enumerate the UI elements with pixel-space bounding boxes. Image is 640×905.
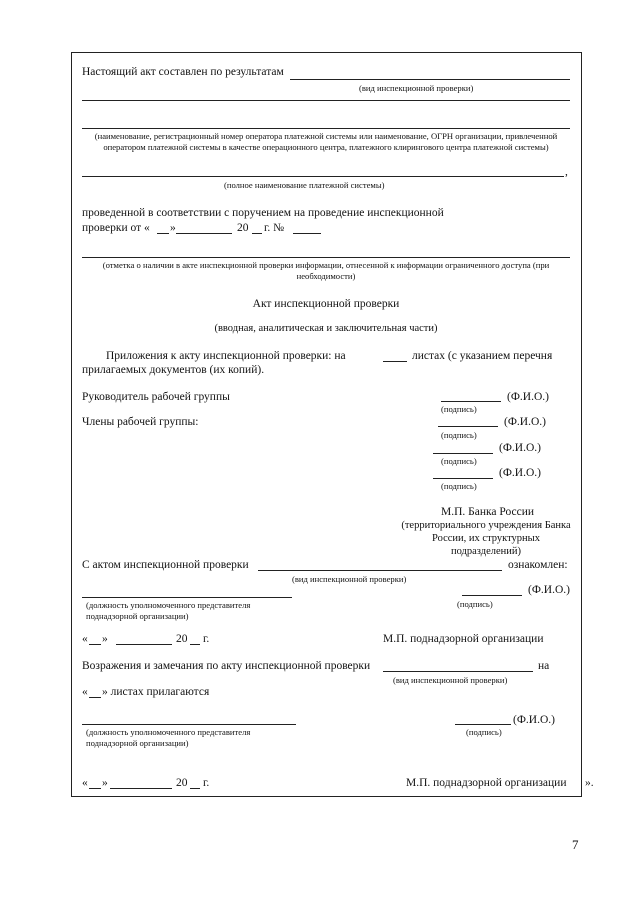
acquaint-date-open: « [82, 633, 88, 645]
objections-year: 20 [176, 777, 188, 789]
number-blank [293, 233, 321, 234]
acquaint-year-blank [190, 644, 200, 645]
objections-year-blank [190, 788, 200, 789]
acquaint-sign-line [462, 595, 522, 596]
member2-podpis: (подпись) [441, 456, 477, 466]
member3-sign-line [433, 478, 493, 479]
objections-sign-line [455, 724, 511, 725]
objections-sheets-open: « [82, 686, 88, 698]
objections-fio: (Ф.И.О.) [513, 714, 555, 726]
objections-year-suffix: г. [203, 777, 210, 789]
member1-fio: (Ф.И.О.) [504, 416, 546, 428]
acquaint-position-line [82, 597, 292, 598]
closing-quote: ». [585, 777, 594, 789]
acquaint-month-blank [116, 644, 172, 645]
acquaint-podpis: (подпись) [457, 599, 493, 609]
year-blank [252, 233, 262, 234]
member2-fio: (Ф.И.О.) [499, 442, 541, 454]
objections-sheets-blank [89, 697, 101, 698]
head-podpis: (подпись) [441, 404, 477, 414]
act-prefix: Настоящий акт составлен по результатам [82, 66, 284, 78]
member3-fio: (Ф.И.О.) [499, 467, 541, 479]
acquaint-prefix: С актом инспекционной проверки [82, 559, 249, 571]
objections-position-line [82, 724, 296, 725]
objections-day-blank [89, 788, 101, 789]
comma: , [565, 166, 568, 178]
members-label: Члены рабочей группы: [82, 416, 199, 428]
member1-podpis: (подпись) [441, 430, 477, 440]
appendix-text-c: прилагаемых документов (их копий). [82, 364, 265, 376]
conducted-date-prefix: проверки от « [82, 222, 150, 234]
acquaint-year: 20 [176, 633, 188, 645]
sheets-blank [383, 361, 407, 362]
objections-month-blank [110, 788, 172, 789]
objections-prefix: Возражения и замечания по акту инспекционной проверки [82, 660, 371, 672]
objections-caption-inspection: (вид инспекционной проверки) [393, 675, 508, 685]
quote-close: » [170, 222, 176, 234]
operator-line [82, 128, 570, 129]
doc-title: Акт инспекционной проверки [252, 298, 400, 310]
caption-restricted: (отметка о наличии в акте инспекционной проверки информации, отнесенной к информации ограниченного доступа (при необходимости) [102, 260, 550, 281]
caption-payment-system: (полное наименование платежной системы) [224, 180, 385, 190]
caption-operator: (наименование, регистрационный номер оператора платежной системы или наименование, ОГРН организации, привлеченной оператором платежной системы в качестве операционного центра, платежного клирингового центра платежной системы) [94, 131, 558, 152]
objections-stamp: М.П. поднадзорной организации [406, 777, 567, 789]
member3-podpis: (подпись) [441, 481, 477, 491]
acquaint-stamp: М.П. поднадзорной организации [383, 633, 544, 645]
head-sign-line [441, 401, 501, 402]
acquaint-date-close: » [102, 633, 108, 645]
acquaint-suffix: ознакомлен: [508, 559, 568, 571]
conducted-text: проведенной в соответствии с поручением на проведение инспекционной [82, 207, 444, 219]
day-blank [157, 233, 169, 234]
head-label: Руководитель рабочей группы [82, 391, 230, 403]
acquaint-caption-position: (должность уполномоченного представителя поднадзорной организации) [86, 600, 251, 621]
year-prefix: 20 [237, 222, 249, 234]
acquaint-year-suffix: г. [203, 633, 210, 645]
objections-caption-position: (должность уполномоченного представителя поднадзорной организации) [86, 727, 251, 748]
stamp-bank-caption: (территориального учреждения Банка России, их структурных подразделений) [401, 520, 571, 557]
caption-inspection-type: (вид инспекционной проверки) [359, 83, 474, 93]
acquaint-fio: (Ф.И.О.) [528, 584, 570, 596]
objections-date-close: » [102, 777, 108, 789]
page-number: 7 [572, 837, 579, 852]
objections-inspection-line [383, 671, 533, 672]
acquaint-day-blank [89, 644, 101, 645]
appendix-text-a: Приложения к акту инспекционной проверки: на [106, 350, 346, 362]
objections-sheets-text: » листах прилагаются [102, 686, 210, 698]
acquaint-caption-inspection: (вид инспекционной проверки) [292, 574, 407, 584]
payment-system-line [82, 176, 564, 177]
doc-subtitle: (вводная, аналитическая и заключительная части) [214, 323, 438, 334]
objections-podpis: (подпись) [466, 727, 502, 737]
objections-suffix: на [538, 660, 550, 672]
blank-line [82, 100, 570, 101]
month-blank [176, 233, 232, 234]
number-label: г. № [264, 222, 285, 234]
stamp-bank: М.П. Банка России [441, 506, 535, 518]
inspection-type-line [290, 79, 570, 80]
appendix-text-b: листах (с указанием перечня [412, 350, 553, 362]
acquaint-inspection-line [258, 570, 502, 571]
restricted-line [82, 257, 570, 258]
member2-sign-line [433, 453, 493, 454]
member1-sign-line [438, 426, 498, 427]
head-fio: (Ф.И.О.) [507, 391, 549, 403]
objections-date-open: « [82, 777, 88, 789]
